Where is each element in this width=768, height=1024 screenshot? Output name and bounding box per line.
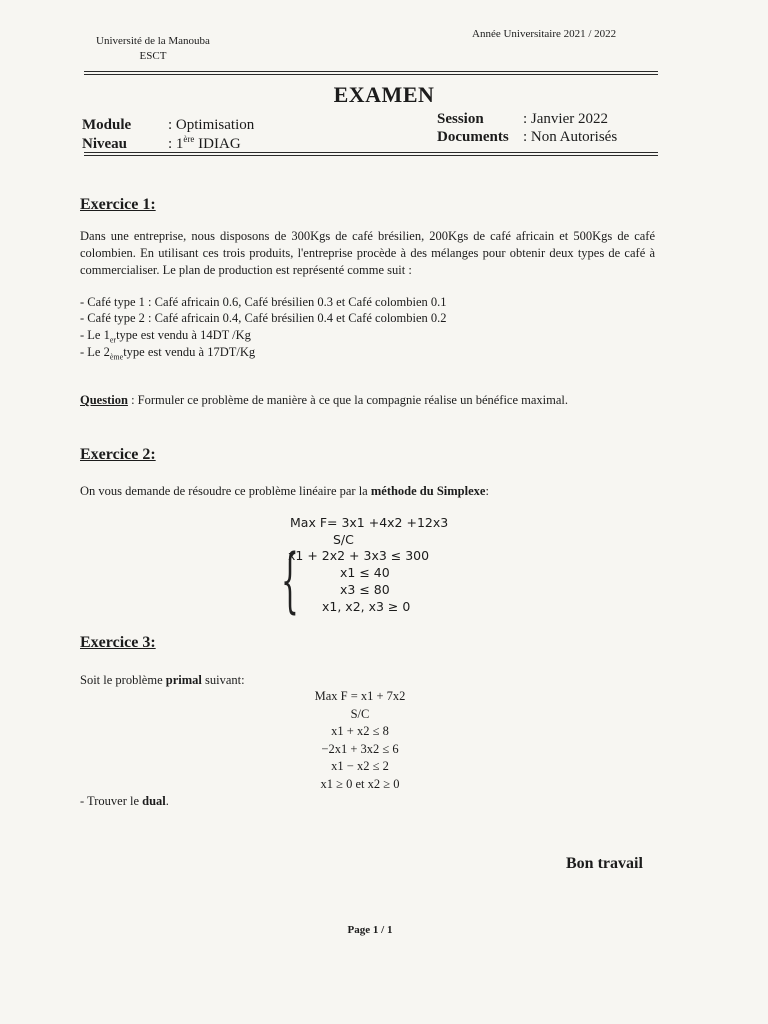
ex3-constraint2: −2x1 + 3x2 ≤ 6: [321, 741, 399, 756]
line3-sub: er: [109, 335, 117, 345]
ex2-brace: {: [281, 539, 299, 621]
header-rule-bottom-2: [84, 155, 658, 156]
ex3-intro-c: suivant:: [201, 673, 245, 687]
header-rule-top-2: [84, 74, 658, 75]
exercice1-line2: - Café type 2 : Café africain 0.4, Café brésilien 0.4 et Café colombien 0.2: [80, 311, 447, 325]
session-label: Session: [437, 111, 484, 127]
exercice1-title: Exercice 1:: [80, 196, 156, 213]
module-value: : Optimisation: [168, 117, 255, 133]
niveau-label: Niveau: [82, 136, 127, 152]
niveau-value: IDIAG: [194, 136, 241, 152]
ex3-task: [80, 793, 169, 809]
niveau-prefix: : 1: [168, 136, 184, 152]
line3-b: type est vendu à 14DT /Kg: [116, 328, 251, 342]
ex3-task-b: dual: [142, 794, 166, 808]
exercice1-question: [80, 392, 655, 409]
ex2-constraint4: x1, x2, x3 ≥ 0: [322, 599, 411, 614]
question-label: Question: [80, 393, 128, 407]
ex2-constraint2: x1 ≤ 40: [340, 565, 390, 580]
niveau-row: [82, 134, 241, 153]
ex2-objective: Max F= 3x1 +4x2 +12x3: [290, 515, 449, 530]
university-header: [96, 34, 210, 64]
module-row: [82, 117, 254, 134]
header-rule-top: [84, 71, 658, 72]
ex2-intro-c: :: [485, 484, 489, 498]
question-text: : Formuler ce problème de manière à ce que la compagnie réalise un bénéfice maximal.: [127, 393, 569, 407]
bon-travail: Bon travail: [566, 855, 643, 872]
ex3-sc: S/C: [350, 706, 370, 721]
exercice2-title: Exercice 2:: [80, 446, 156, 463]
ex3-system: [260, 688, 460, 793]
academic-year: Année Universitaire 2021 / 2022: [472, 28, 617, 40]
ex3-constraint3: x1 − x2 ≤ 2: [331, 759, 389, 773]
page-number: Page 1 / 1: [347, 924, 393, 936]
exam-title: EXAMEN: [333, 82, 435, 107]
university-name: Université de la Manouba: [96, 35, 210, 47]
line3-a: - Le 1: [80, 328, 110, 342]
ex3-objective: Max F = x1 + 7x2: [314, 689, 406, 703]
ex2-constraint1: x1 + 2x2 + 3x3 ≤ 300: [288, 548, 430, 563]
exercice3-intro: [80, 672, 245, 688]
exercice3-title: Exercice 3:: [80, 634, 156, 651]
line4-sub: ème: [109, 352, 124, 362]
ex2-intro-a: On vous demande de résoudre ce problème linéaire par la: [80, 484, 371, 498]
header-rule-bottom: [84, 152, 658, 153]
exercice2-intro: [80, 483, 489, 499]
documents-value: : Non Autorisés: [523, 129, 618, 145]
ex2-intro-b: méthode du Simplexe: [370, 484, 486, 498]
module-label: Module: [82, 117, 132, 133]
session-value: : Janvier 2022: [523, 111, 608, 127]
ex2-constraint3: x3 ≤ 80: [340, 582, 390, 597]
exercice1-line1: - Café type 1 : Café africain 0.6, Café brésilien 0.3 et Café colombien 0.1: [80, 295, 447, 309]
ex3-constraint1: x1 + x2 ≤ 8: [331, 724, 389, 738]
ex3-intro-b: primal: [165, 673, 202, 687]
ex3-task-a: - Trouver le: [80, 794, 143, 808]
documents-label: Documents: [437, 129, 509, 145]
ex2-sc: S/C: [333, 532, 354, 547]
niveau-sup: ère: [183, 134, 195, 144]
school-name: ESCT: [139, 50, 167, 62]
line4-a: - Le 2: [80, 345, 110, 359]
ex3-intro-a: Soit le problème: [80, 673, 166, 687]
ex3-task-c: .: [165, 794, 169, 808]
session-row: [437, 111, 608, 128]
exercice1-intro: Dans une entreprise, nous disposons de 300Kgs de café brésilien, 200Kgs de café africain et 500Kgs de café colombien. En utilisant ces trois produits, l'entreprise procède à des mélanges pour obtenir deux types de café à commercialiser. Le plan de production est représenté comme suit :: [80, 229, 655, 277]
exercice1-line4: [80, 344, 255, 366]
documents-row: [437, 129, 617, 146]
ex3-constraint4: x1 ≥ 0 et x2 ≥ 0: [320, 776, 400, 791]
line4-b: type est vendu à 17DT/Kg: [123, 345, 256, 359]
